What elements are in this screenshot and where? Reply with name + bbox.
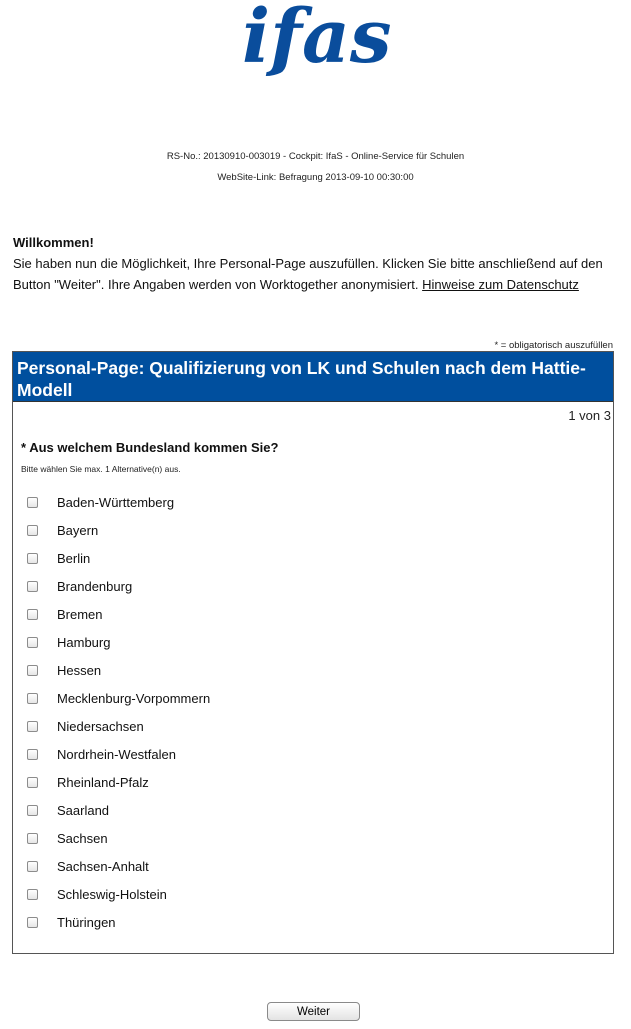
option-row[interactable] [27, 852, 210, 880]
option-label: Brandenburg [57, 578, 133, 594]
option-row[interactable] [27, 516, 210, 544]
option-row[interactable] [27, 712, 210, 740]
option-checkbox[interactable] [27, 525, 38, 536]
option-checkbox[interactable] [27, 553, 38, 564]
option-row[interactable] [27, 544, 210, 572]
welcome-text: Sie haben nun die Möglichkeit, Ihre Personal-Page auszufüllen. Klicken Sie bitte anschließend auf den Button "Weiter". Ihre Angaben werden von Worktogether anonymisiert. [13, 256, 603, 292]
option-label: Sachsen-Anhalt [57, 858, 149, 874]
option-row[interactable] [27, 628, 210, 656]
option-checkbox[interactable] [27, 609, 38, 620]
option-label: Sachsen [57, 830, 108, 846]
option-checkbox[interactable] [27, 861, 38, 872]
ifas-logo [238, 0, 392, 94]
option-row[interactable] [27, 796, 210, 824]
option-label: Rheinland-Pfalz [57, 774, 149, 790]
option-row[interactable] [27, 740, 210, 768]
option-row[interactable] [27, 684, 210, 712]
option-label: Baden-Württemberg [57, 494, 175, 510]
option-checkbox[interactable] [27, 693, 38, 704]
welcome-title: Willkommen! [13, 235, 94, 250]
option-row[interactable] [27, 880, 210, 908]
svg-text:ifas: ifas [242, 0, 392, 80]
option-label: Nordrhein-Westfalen [57, 746, 176, 762]
required-note: * = obligatorisch auszufüllen [494, 340, 613, 351]
option-label: Bremen [57, 606, 103, 622]
option-row[interactable] [27, 488, 210, 516]
option-label: Schleswig-Holstein [57, 886, 167, 902]
option-checkbox[interactable] [27, 777, 38, 788]
question-title: * Aus welchem Bundesland kommen Sie? [21, 440, 279, 455]
option-checkbox[interactable] [27, 805, 38, 816]
next-button[interactable]: Weiter [267, 1002, 360, 1021]
option-checkbox[interactable] [27, 497, 38, 508]
option-label: Bayern [57, 522, 99, 538]
question-hint: Bitte wählen Sie max. 1 Alternative(n) aus. [21, 464, 181, 474]
option-checkbox[interactable] [27, 665, 38, 676]
form-header: Personal-Page: Qualifizierung von LK und Schulen nach dem Hattie-Modell [13, 352, 613, 402]
options-list [27, 488, 210, 936]
survey-form [12, 351, 614, 954]
option-checkbox[interactable] [27, 721, 38, 732]
option-row[interactable] [27, 908, 210, 936]
option-checkbox[interactable] [27, 917, 38, 928]
option-checkbox[interactable] [27, 889, 38, 900]
option-checkbox[interactable] [27, 581, 38, 592]
page-indicator: 1 von 3 [568, 408, 611, 423]
option-label: Hessen [57, 662, 102, 678]
option-row[interactable] [27, 600, 210, 628]
option-checkbox[interactable] [27, 749, 38, 760]
option-row[interactable] [27, 768, 210, 796]
option-label: Thüringen [57, 914, 116, 930]
option-label: Niedersachsen [57, 718, 144, 734]
welcome-section [13, 232, 619, 295]
option-row[interactable] [27, 656, 210, 684]
option-row[interactable] [27, 572, 210, 600]
option-checkbox[interactable] [27, 833, 38, 844]
option-label: Saarland [57, 802, 110, 818]
privacy-link[interactable]: Hinweise zum Datenschutz [422, 277, 579, 292]
option-label: Hamburg [57, 634, 111, 650]
option-row[interactable] [27, 824, 210, 852]
option-label: Mecklenburg-Vorpommern [57, 690, 211, 706]
website-link-info: WebSite-Link: Befragung 2013-09-10 00:30:00 [217, 172, 414, 183]
option-label: Berlin [57, 550, 91, 566]
reference-number: RS-No.: 20130910-003019 - Cockpit: IfaS - Online-Service für Schulen [166, 151, 465, 162]
option-checkbox[interactable] [27, 637, 38, 648]
